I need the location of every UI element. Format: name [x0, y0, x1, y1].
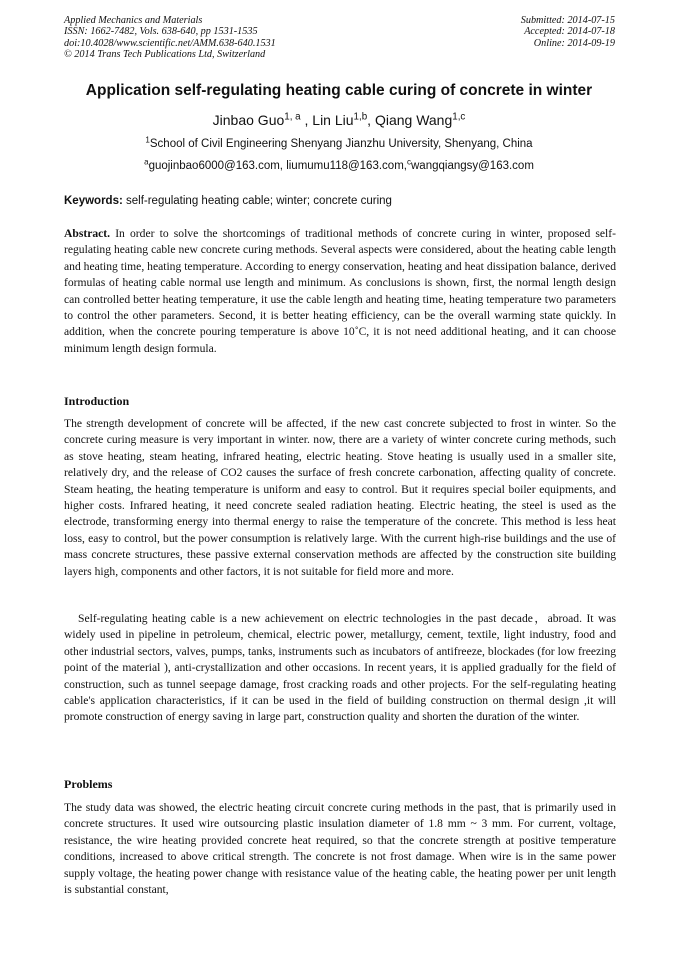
- journal-name: Applied Mechanics and Materials: [64, 15, 203, 26]
- problems-paragraph-1: The study data was showed, the electric heating circuit concrete curing methods in the past, that is primarily used in concrete structures. It used wire outsourcing plastic insulation diameter of 1.8 mm ~ 3 mm. For current, voltage, resistance, the wire heating provided concrete heat required, so that the concrete strength at positive temperature conditions, increased to above critical strength. The concrete is not frost damage. When wire is in the same power supply voltage, the heating power change with resistance value of the heating cable, the heating power per unit length is substantial constant,: [64, 801, 616, 897]
- introduction-paragraph-1: The strength development of concrete will be affected, if the new cast concrete subjected to frost in winter. So the concrete curing measure is very important in winter. now, there are a variety of winter concrete curing methods, such as stove heating, steam heating, infrared heating, electric heating. Stove heating is usually used in a smaller site, relatively dry, and the release of CO2 causes the surface of fresh concrete carbonation, affecting quality of concrete. Steam heating, the heating temperature is uniform and easy to control. But it requires special boiler equipments, and higher costs. Infrared heating, it need concrete sealed radiation heating. Electric heating, the steel is used as the electrode, transforming energy into thermal energy to raise the temperature of the concrete. This method is less heat loss, easy to control, but the power consumption is relatively large. With the current high-rise buildings and the use of mass concrete structures, these passive external conservation methods are affected by the construction site building layers high, components and other factors, it is not suitable for field more and more.: [64, 417, 616, 578]
- author-name: Qiang Wang: [374, 112, 453, 128]
- email-text-a: guojinbao6000@163.com, liumumu118@163.com,: [148, 160, 407, 172]
- affiliation-text: School of Civil Engineering Shenyang Jianzhu University, Shenyang, China: [149, 138, 533, 150]
- online-date: Online: 2014-09-19: [533, 37, 615, 49]
- affiliation: [0, 135, 678, 150]
- email-mark-c: c: [406, 157, 411, 167]
- paper-title: Application self-regulating heating cable curing of concrete in winter: [85, 82, 593, 99]
- keywords-label: Keywords:: [64, 195, 123, 207]
- author-affiliation-mark: 1,c: [452, 111, 466, 123]
- journal-doi: doi:10.4028/www.scientific.net/AMM.638-640.1531: [64, 37, 276, 49]
- submission-dates: [521, 15, 615, 49]
- email-text-c: wangqiangsy@163.com: [411, 160, 534, 172]
- author-affiliation-mark: 1,b: [353, 111, 368, 123]
- author-separator: ,: [367, 112, 375, 128]
- journal-info: [64, 15, 276, 60]
- accepted-date: Accepted: 2014-07-18: [524, 26, 615, 38]
- journal-copyright: © 2014 Trans Tech Publications Ltd, Switzerland: [64, 48, 266, 60]
- section-heading-problems: Problems: [64, 777, 113, 791]
- section-heading-introduction: Introduction: [64, 394, 130, 408]
- author-name: Jinbao Guo: [212, 112, 285, 128]
- author-list: [0, 112, 678, 128]
- author-name: Lin Liu: [312, 112, 354, 128]
- keywords-text: self-regulating heating cable; winter; concrete curing: [122, 195, 392, 207]
- keywords: [64, 195, 616, 207]
- journal-issn: ISSN: 1662-7482, Vols. 638-640, pp 1531-1535: [64, 26, 258, 38]
- author-affiliation-mark: 1, a: [284, 111, 301, 123]
- author-separator: ,: [300, 112, 313, 128]
- abstract-label: Abstract.: [64, 227, 111, 240]
- affiliation-mark: 1: [145, 135, 150, 145]
- email-mark-a: a: [144, 157, 149, 167]
- abstract-text: In order to solve the shortcomings of traditional methods of concrete curing in winter, proposed self-regulating heating cable new concrete curing methods. Several aspects were considered, about the heating cable length and heating time, heating temperature. According to energy conservation, heating and heat dissipation balance, derived formulas of heating cable normal use length and minimum. As conclusions is shown, first, the normal length design can controlled better heating temperature, it use the cable length and heating time, heating temperature two parameters to control the other parameters. Second, it is better heating efficiency, can be the overall warming state quickly. In addition, when the concrete pouring temperature is above 10˚C, it is not need additional heating, and it can choose minimum length design formula.: [64, 227, 616, 355]
- submitted-date: Submitted: 2014-07-15: [520, 15, 615, 26]
- introduction-paragraph-2: Self-regulating heating cable is a new achievement on electric technologies in the past decade，abroad. It was widely used in pipeline in petroleum, chemical, electric power, metallurgy, cement, textile, light industry, food and other industrial sectors, valves, pumps, tanks, instruments such as incubators of antifreeze, blockades (for low freezing point of the material ), anti-crystallization and other occasions. In recent years, it is applied gradually for the field of construction, such as tunnel seepage damage, frost cracking roads and other projects. For the self-regulating heating cable's application characteristics, if it can be used in the field of building construction on thermal design ,it will promote construction of energy saving in large part, construction quality and shorten the duration of the winter.: [64, 612, 616, 724]
- abstract: [64, 226, 616, 357]
- author-emails: [0, 157, 678, 172]
